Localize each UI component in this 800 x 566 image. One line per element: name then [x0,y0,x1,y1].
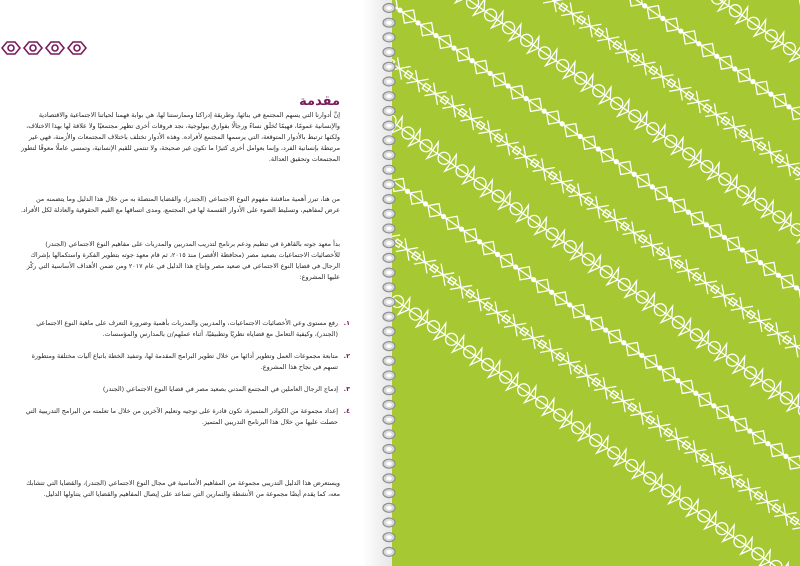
binding-hole [386,212,392,216]
binding-hole [386,462,392,466]
binding-hole [386,109,392,113]
binding-hole [386,241,392,245]
binding-hole [386,65,392,69]
binding-hole [386,476,392,480]
binding-hole [386,315,392,319]
binding-hole [386,432,392,436]
list-number: ٤. [343,407,350,415]
binding-hole [386,138,392,142]
ornament-border-icon [0,38,92,58]
geometric-pattern-icon [392,0,800,566]
intro-paragraph-2: من هنا، تبرز أهمية مناقشة مفهوم النوع الاجتماعي (الجندر)، والقضايا المتصلة به من خلال هذا الدليل وما يتضمنه من عرض لمفاهيم، وتسليط الضوء على الأدوار القسمة لها في المجتمع، ومدى اتساقها مع القيم الحقوقية والعادلة لكل الأفراد. [20,195,340,214]
list-number: ١. [343,319,350,327]
binding-hole [386,256,392,260]
list-item [20,318,350,340]
binding-hole [386,94,392,98]
list-number: ٣. [343,385,350,393]
list-number: ٢. [343,352,350,360]
list-item [20,351,350,373]
binding-hole [386,329,392,333]
goals-list [20,318,350,439]
binding-hole [386,418,392,422]
binding-hole [386,80,392,84]
list-item-text: متابعة مجموعات العمل وتطوير أدائها من خلال تطوير البرامج المقدمة لها، وتنفيذ الخطة باتباع آليات مختلفة ومتطورة تسهم في نجاح هذا المشروع. [31,352,338,371]
binding-hole [386,271,392,275]
binding-hole [386,359,392,363]
list-item-text: إعداد مجموعة من الكوادر المتميزة، تكون قادرة على توجيه وتعليم الآخرين من خلال ما تعلمته من البرامج التدريبية التي حصلت عليها من خلال هذا البرنامج التدريبي المتميز. [25,407,338,426]
binding-hole [386,153,392,157]
spiral-binding [376,0,402,566]
binding-hole [386,388,392,392]
binding-hole [386,197,392,201]
page-title: مقدمة [299,94,340,109]
list-item-text: إدماج الرجال العاملين في المجتمع المدني بصعيد مصر في قضايا النوع الاجتماعي (الجندر) [102,385,338,393]
list-item-text: رفع مستوى وعي الأخصائيات الاجتماعيات، والمدربين والمدربات بأهمية وضرورة التعرف على ماهية النوع الاجتماعي (الجندر)، وكيفية التعامل مع قضاياه نظريًا وتطبيقيًا، أثناء عملهم/ن بالمدارس والمؤسسات. [36,319,338,338]
binding-hole [386,344,392,348]
binding-hole [386,521,392,525]
binding-hole [386,403,392,407]
binding-hole [386,300,392,304]
closing-paragraph: ويستعرض هذا الدليل التدريبي مجموعة من المفاهيم الأساسية في مجال النوع الاجتماعي (الجندر)، والقضايا التي تتشابك معه، كما يقدم أيضًا مجموعة من الأنشطة والتمارين التي تساعد على إيصال المفاهيم والقضايا التي يتناولها الدليل. [26,479,340,498]
binding-hole [386,285,392,289]
intro-paragraph-3: بدأ معهد جوته بالقاهرة في تنظيم ودعم برنامج لتدريب المدربين والمدربات على مفاهيم النوع الاجتماعي (الجندر) للأخصائيات الاجتماعيات بصعيد مصر (محافظة الأقصر) منذ ٢٠١٥، ثم قام معهد جوته بتطوير الفكرة واستكمالها بإشراك الرجال في قضايا النوع الاجتماعي في صعيد مصر وإنتاج هذا الدليل في عام ٢٠١٧ ومن ضمن الأهداف الأساسية التي ركّز عليها المشروع: [26,240,340,281]
binding-hole [386,168,392,172]
binding-hole [386,21,392,25]
binding-hole [386,535,392,539]
binding-hole [386,50,392,54]
binding-hole [386,447,392,451]
binding-hole [386,374,392,378]
binding-hole [386,182,392,186]
binding-hole [386,550,392,554]
list-item [20,406,350,428]
right-page-pattern [392,0,800,566]
left-page [0,0,392,566]
binding-hole [386,491,392,495]
binding-hole [386,6,392,10]
binding-hole [386,35,392,39]
binding-hole [386,124,392,128]
intro-paragraph-1: إنَّ أدوارنا التي يسهم المجتمع في بنائها، وطريقة إدراكنا وممارستنا لها، هي بوابة فهمنا لحياتنا الاجتماعية والاقتصادية والإنسانية عمومًا، فهيمًا تُخلَق نساءً ورجالًا بفوارق بيولوجية، نجد فروقات أخرى تظهر مجتمعيًا ولا علاقة لها بهذا الاختلاف، ولكنها ترتبط بالأدوار المتوقعة، التي يرسمها المجتمع لأفراده. وهذه الأدوار تختلف باختلاف المجتمعات والأزمنة، فهي غير مرتبطة بإنسانية الفرد، وإنما بعوامل أخرى كثيرًا ما تكون غير صحيحة، ولا تنتمي للقيم الإنسانية، وتمسي عاملًا معوقًا لتطور المجتمعات وتحقيق العدالة. [21,111,340,163]
binding-hole [386,227,392,231]
list-item [20,384,350,395]
binding-hole [386,506,392,510]
